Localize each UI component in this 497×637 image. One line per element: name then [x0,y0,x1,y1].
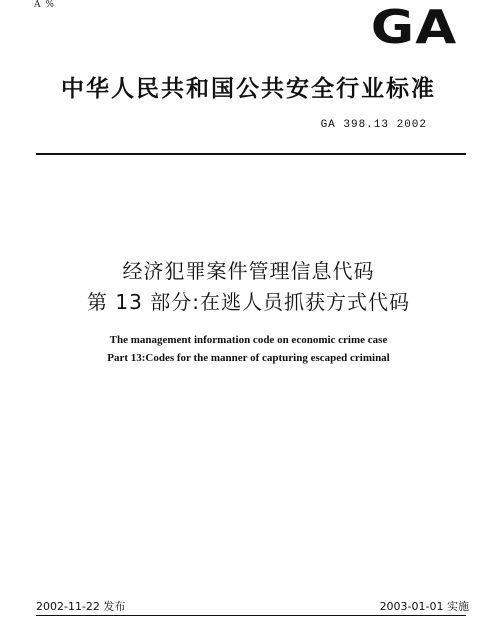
document-title-en-line1: The management information code on economic crime case [109,334,388,346]
implementation-date: 2003-01-01 实施 [379,600,469,613]
standard-category-title: 中华人民共和国公共安全行业标准 [61,76,436,102]
standard-code: GA 398.13 2002 [320,119,427,131]
document-title-cn-line1: 经济犯罪案件管理信息代码 [122,259,375,283]
corner-mark: A % [34,0,55,10]
header-divider [36,153,466,155]
document-title-en-line2: Part 13:Codes for the manner of capturing escaped criminal [107,352,390,364]
footer-divider [36,615,466,616]
document-title-cn-line2: 第 13 部分:在逃人员抓获方式代码 [87,290,410,314]
issue-date: 2002-11-22 发布 [36,600,126,613]
ga-logo: GA [370,0,457,54]
